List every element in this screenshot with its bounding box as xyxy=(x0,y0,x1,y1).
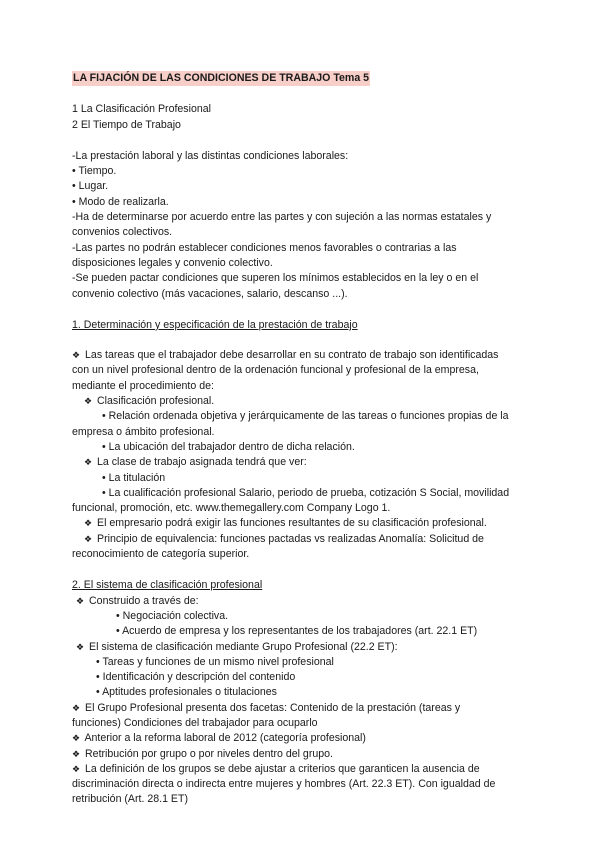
section2-line: ❖ El Grupo Profesional presenta dos facetas: Contenido de la prestación (tareas y xyxy=(72,701,461,714)
spacer xyxy=(72,333,532,348)
intro-line: convenios colectivos. xyxy=(72,226,173,239)
diamond-bullet-icon: ❖ xyxy=(72,350,81,361)
section2-line: ❖ Construido a través de: xyxy=(76,594,199,607)
diamond-bullet-icon: ❖ xyxy=(84,533,93,544)
intro-line: disposiciones legales y convenio colectivo. xyxy=(72,256,273,269)
section1-line: reconocimiento de categoría superior. xyxy=(72,548,250,561)
intro-line: -Se pueden pactar condiciones que superen los mínimos establecidos en la ley o en el xyxy=(72,272,479,285)
section1-line: • La titulación xyxy=(102,471,166,484)
spacer xyxy=(72,133,532,149)
section2-line: ❖ La definición de los grupos se debe ajustar a criterios que garanticen la ausencia de xyxy=(72,762,480,775)
diamond-bullet-icon: ❖ xyxy=(72,763,81,774)
section2-line: • Acuerdo de empresa y los representantes de los trabajadores (art. 22.1 ET) xyxy=(116,625,478,638)
intro-line: convenio colectivo (más vacaciones, salario, descanso ...). xyxy=(72,287,348,300)
section1-line: ❖ Principio de equivalencia: funciones pactadas vs realizadas Anomalía: Solicitud de xyxy=(84,532,484,545)
section1-line: ❖ La clase de trabajo asignada tendrá que ver: xyxy=(84,456,307,469)
spacer xyxy=(72,562,532,578)
intro-line: -Las partes no podrán establecer condiciones menos favorables o contrarias a las xyxy=(72,241,457,254)
intro-line: -La prestación laboral y las distintas condiciones laborales: xyxy=(72,149,349,162)
section2-line: funciones) Condiciones del trabajador para ocuparlo xyxy=(72,716,318,729)
spacer xyxy=(72,86,532,102)
intro-line: • Modo de realizarla. xyxy=(72,195,169,208)
document-title: LA FIJACIÓN DE LAS CONDICIONES DE TRABAJO Tema 5 xyxy=(72,71,370,86)
section2-line: ❖ Anterior a la reforma laboral de 2012 (categoría profesional) xyxy=(72,732,366,745)
diamond-bullet-icon: ❖ xyxy=(84,457,93,468)
diamond-bullet-icon: ❖ xyxy=(76,595,85,606)
section2-line: • Negociación colectiva. xyxy=(116,609,229,622)
section2-heading: 2. El sistema de clasificación profesional xyxy=(72,579,263,592)
title-line xyxy=(72,71,532,86)
section1-line: • La cualificación profesional Salario, periodo de prueba, cotización S Social, movilidad xyxy=(102,486,510,499)
section1-line: ❖ Clasificación profesional. xyxy=(84,395,215,408)
spacer xyxy=(72,302,532,318)
section1-line: ❖ Las tareas que el trabajador debe desarrollar en su contrato de trabajo son identificadas xyxy=(72,349,499,362)
toc-item: 1 La Clasificación Profesional xyxy=(72,103,211,116)
diamond-bullet-icon: ❖ xyxy=(84,396,93,407)
diamond-bullet-icon: ❖ xyxy=(84,518,93,529)
section2-line: ❖ El sistema de clasificación mediante Grupo Profesional (22.2 ET): xyxy=(76,640,398,653)
intro-line: • Tiempo. xyxy=(72,165,117,178)
section1-line: empresa o ámbito profesional. xyxy=(72,425,215,438)
section1-line: ❖ El empresario podrá exigir las funciones resultantes de su clasificación profesional. xyxy=(84,517,487,530)
section1-line: • La ubicación del trabajador dentro de dicha relación. xyxy=(102,440,355,453)
section2-line: discriminación directa o indirecta entre mujeres y hombres (Art. 22.3 ET). Con igualdad de xyxy=(72,778,496,791)
diamond-bullet-icon: ❖ xyxy=(72,748,81,759)
section1-line: • Relación ordenada objetiva y jerárquicamente de las tareas o funciones propias de la xyxy=(102,410,509,423)
section1-heading: 1. Determinación y especificación de la prestación de trabajo xyxy=(72,318,358,331)
section2-line: • Tareas y funciones de un mismo nivel profesional xyxy=(96,655,334,668)
intro-line: • Lugar. xyxy=(72,180,109,193)
diamond-bullet-icon: ❖ xyxy=(72,733,81,744)
section1-line: con un nivel profesional dentro de la ordenación funcional y profesional de la empresa, xyxy=(72,364,479,377)
toc-item: 2 El Tiempo de Trabajo xyxy=(72,118,181,131)
diamond-bullet-icon: ❖ xyxy=(76,641,85,652)
section1-line: mediante el procedimiento de: xyxy=(72,379,214,392)
section2-line: retribución (Art. 28.1 ET) xyxy=(72,793,188,806)
section2-line: ❖ Retribución por grupo o por niveles dentro del grupo. xyxy=(72,747,333,760)
section1-line: funcional, promoción, etc. www.themegallery.com Company Logo 1. xyxy=(72,502,391,515)
section2-line: • Aptitudes profesionales o titulaciones xyxy=(96,686,277,699)
section2-line: • Identificación y descripción del contenido xyxy=(96,671,296,684)
intro-line: -Ha de determinarse por acuerdo entre las partes y con sujeción a las normas estatales y xyxy=(72,211,492,224)
document-content xyxy=(72,71,532,808)
diamond-bullet-icon: ❖ xyxy=(72,702,81,713)
